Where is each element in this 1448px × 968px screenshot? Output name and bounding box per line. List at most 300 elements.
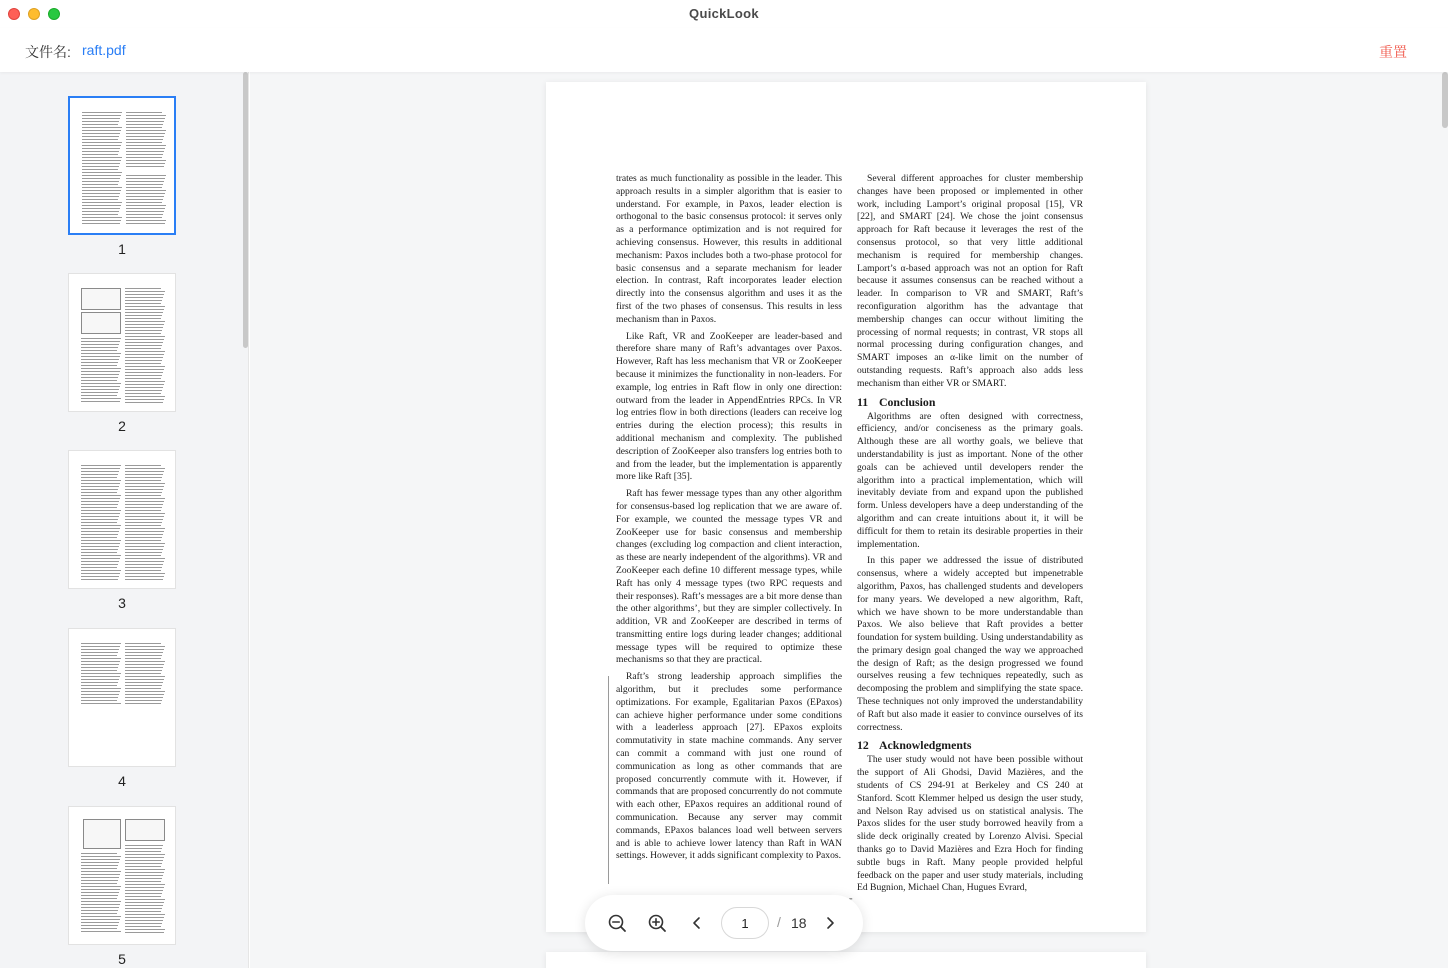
thumbnail-text-line [81, 685, 117, 686]
pdf-viewer[interactable] [250, 72, 1448, 968]
thumbnail-text-line [125, 477, 162, 478]
thumbnail-text-line [81, 374, 119, 375]
thumbnail-text-line [125, 327, 163, 328]
pdf-page [546, 82, 1146, 932]
thumbnail-text-line [125, 528, 165, 529]
thumbnail-text-line [125, 655, 162, 656]
thumbnail-text-line [126, 130, 166, 131]
thumbnail-text-line [82, 211, 119, 212]
thumbnail-text-line [81, 474, 118, 475]
thumbnail-text-line [125, 300, 162, 301]
page-separator: / [777, 914, 781, 930]
thumbnail-text-line [125, 369, 164, 370]
thumbnail-text-line [125, 697, 163, 698]
thumbnail-text-line [125, 932, 164, 933]
thumbnail-text-line [126, 184, 163, 185]
thumbnail-text-line [125, 315, 162, 316]
thumbnail-text-line [126, 187, 162, 188]
thumbnail-text-line [81, 862, 119, 863]
thumbnail-text-line [125, 682, 163, 683]
thumbnail-page-3[interactable] [68, 450, 176, 611]
thumbnail-text-line [126, 190, 166, 191]
thumbnail-text-line [125, 402, 163, 403]
sidebar-scrollbar[interactable] [243, 72, 248, 348]
thumbnail-text-line [125, 555, 161, 556]
thumbnail-text-line [125, 504, 163, 505]
thumbnail-text-line [125, 676, 165, 677]
thumbnail-text-line [125, 869, 165, 870]
thumbnail-text-line [125, 483, 165, 484]
thumbnail-text-line [81, 395, 117, 396]
thumbnail-text-line [81, 519, 118, 520]
section-number: 12 [857, 738, 869, 753]
thumbnail-text-line [125, 393, 161, 394]
thumbnail-text-line [81, 501, 119, 502]
thumbnail-text-line [126, 217, 162, 218]
thumbnail-text-line [125, 929, 165, 930]
thumbnail-image[interactable] [68, 806, 176, 945]
thumbnail-text-line [125, 336, 165, 337]
thumbnail-text-line [82, 184, 118, 185]
zoom-in-button[interactable] [645, 911, 669, 935]
thumbnail-text-line [125, 667, 163, 668]
thumbnail-text-line [126, 148, 165, 149]
thumbnail-text-line [82, 208, 120, 209]
thumbnail-text-line [82, 169, 118, 170]
file-name-label: 文件名: [25, 44, 71, 60]
thumbnail-text-line [126, 127, 162, 128]
thumbnail-text-line [125, 492, 162, 493]
thumbnail-text-line [126, 139, 163, 140]
thumbnail-text-line [81, 856, 121, 857]
section-title: Conclusion [879, 394, 936, 409]
thumbnail-text-line [81, 889, 120, 890]
thumbnail-text-line [81, 649, 119, 650]
thumbnail-text-line [125, 366, 165, 367]
thumbnail-text-line [125, 854, 165, 855]
thumbnail-text-line [125, 546, 164, 547]
thumbnail-text-line [125, 534, 163, 535]
thumbnail-text-line [125, 700, 162, 701]
thumbnail-text-line [81, 928, 117, 929]
thumbnail-text-line [126, 154, 163, 155]
zoom-out-button[interactable] [605, 911, 629, 935]
next-page-button[interactable] [818, 911, 842, 935]
thumbnail-image[interactable] [68, 273, 176, 412]
thumbnail-page-1[interactable] [68, 96, 176, 257]
thumbnail-text-line [81, 510, 121, 511]
thumbnail-text-line [125, 688, 161, 689]
thumbnail-text-line [81, 664, 119, 665]
thumbnail-text-line [125, 516, 164, 517]
thumbnail-text-line [82, 115, 121, 116]
thumbnail-text-line [125, 884, 165, 885]
thumbnail-text-line [81, 398, 121, 399]
thumbnail-text-line [81, 371, 120, 372]
thumbnail-text-line [125, 911, 161, 912]
thumbnail-text-line [125, 510, 161, 511]
thumbnail-text-line [125, 321, 165, 322]
thumbnail-text-line [126, 211, 164, 212]
title-bar [0, 0, 1448, 28]
thumbnail-text-line [81, 353, 121, 354]
thumbnail-text-line [81, 688, 121, 689]
thumbnail-text-line [82, 142, 122, 143]
thumbnail-text-line [81, 356, 120, 357]
thumbnail-text-line [125, 351, 165, 352]
thumbnail-text-line [125, 866, 161, 867]
thumbnail-text-line [81, 564, 118, 565]
thumbnail-text-line [82, 124, 118, 125]
thumbnail-text-line [81, 344, 119, 345]
thumbnail-text-line [81, 904, 120, 905]
thumbnail-text-line [125, 549, 163, 550]
thumbnail-text-line [81, 682, 118, 683]
thumbnail-text-line [125, 513, 165, 514]
thumbnail-text-line [81, 874, 120, 875]
thumbnail-text-line [82, 139, 118, 140]
thumbnail-text-line [125, 643, 161, 644]
thumbnail-text-line [82, 193, 120, 194]
thumbnail-text-line [82, 181, 119, 182]
thumbnail-text-line [82, 121, 119, 122]
thumbnail-text-line [125, 908, 162, 909]
thumbnail-image[interactable] [68, 628, 176, 767]
thumbnail-text-line [81, 694, 119, 695]
page-number-input[interactable] [721, 907, 769, 939]
thumbnail-text-line [125, 673, 161, 674]
page-toolbar [585, 895, 863, 951]
thumbnail-text-line [125, 917, 164, 918]
thumbnail-text-line [81, 507, 117, 508]
thumbnail-text-line [81, 558, 120, 559]
thumbnail-text-line [125, 703, 161, 704]
thumbnail-text-line [81, 871, 121, 872]
thumbnail-number: 3 [118, 595, 126, 611]
thumbnail-text-line [81, 931, 121, 932]
thumbnail-text-line [82, 148, 120, 149]
thumbnail-text-line [81, 468, 120, 469]
reset-button[interactable]: 重置 [1379, 44, 1407, 60]
thumbnail-text-line [125, 348, 161, 349]
thumbnail-text-line [125, 480, 161, 481]
thumbnail-text-line [81, 359, 119, 360]
change-bar [608, 676, 609, 884]
thumbnail-text-line [125, 567, 162, 568]
thumbnail-text-line [81, 347, 118, 348]
thumbnail-text-line [125, 495, 161, 496]
thumbnail-text-line [82, 136, 119, 137]
thumbnail-text-line [81, 697, 118, 698]
thumbnail-text-line [81, 401, 120, 402]
thumbnail-text-line [81, 567, 117, 568]
thumbnail-text-line [82, 112, 122, 113]
thumbnail-text-line [126, 202, 162, 203]
thumbnail-text-line [126, 199, 163, 200]
thumbnail-text-line [125, 573, 165, 574]
thumbnail-text-line [81, 543, 120, 544]
thumbnail-text-line [125, 381, 165, 382]
thumbnail-text-line [81, 919, 120, 920]
thumbnail-text-line [81, 489, 118, 490]
thumbnail-text-line [125, 905, 163, 906]
thumbnail-text-line [125, 396, 165, 397]
thumbnail-text-line [125, 652, 163, 653]
thumbnail-text-line [125, 333, 161, 334]
thumbnail-text-line [82, 196, 119, 197]
viewer-scrollbar[interactable] [1442, 72, 1448, 128]
thumbnail-text-line [125, 522, 162, 523]
thumbnail-text-line [81, 661, 120, 662]
thumbnail-text-line [81, 341, 120, 342]
thumbnail-text-line [125, 384, 164, 385]
thumbnail-text-line [125, 540, 161, 541]
thumbnail-text-line [125, 649, 164, 650]
thumbnail-text-line [125, 525, 161, 526]
thumbnail-text-line [125, 890, 163, 891]
thumbnail-text-line [126, 145, 166, 146]
thumbnail-number: 2 [118, 418, 126, 434]
thumbnail-text-line [81, 859, 120, 860]
thumbnail-text-line [125, 507, 162, 508]
thumbnail-image[interactable] [68, 96, 176, 235]
thumbnail-text-line [81, 549, 118, 550]
thumbnail-text-line [82, 118, 120, 119]
paragraph: Like Raft, VR and ZooKeeper are leader-based and therefore share many of Raft’s advantages over Paxos. However, Raft has less mechanism that VR or ZooKeeper because it minimizes the functionality in non-leaders. For example, log entries in Raft flow in only one direction: outward from the leader in AppendEntries RPCs. In VR log entries flow in both directions (leaders can receive log entries during the election process); this results in additional mechanism and complexity. The published description of ZooKeeper also transfers log entries both to and from the leader, but the implementation is apparently more like Raft [35]. [616, 330, 842, 483]
thumbnail-text-line [81, 389, 119, 390]
thumbnail-text-line [82, 154, 118, 155]
thumbnail-text-line [126, 160, 166, 161]
thumbnail-text-line [125, 658, 161, 659]
thumbnail-text-line [81, 676, 120, 677]
thumbnail-text-line [125, 878, 162, 879]
thumbnail-text-line [125, 920, 163, 921]
thumbnail-text-line [125, 378, 161, 379]
thumbnail-text-line [82, 220, 121, 221]
file-bar [0, 28, 1448, 72]
thumbnail-text-line [126, 178, 165, 179]
thumbnail-text-line [125, 297, 163, 298]
thumbnail-text-line [81, 901, 121, 902]
paragraph: Raft has fewer message types than any other algorithm for consensus-based log replication that we are aware of. For example, we counted the message types VR and ZooKeeper use for basic consensus and membership changes (excluding log compaction and client interaction, as these are nearly independent of the algorithms). VR and ZooKeeper each define 10 different message types, while Raft has only 4 message types (two RPC requests and their responses). Raft’s messages are a bit more dense than the other algorithms’, but they are simpler collectively. In addition, VR and ZooKeeper are described in terms of transmitting entire logs during leader changes; additional message types will be required to optimize these mechanisms so that they are practical. [616, 488, 842, 666]
thumbnail-text-line [81, 471, 119, 472]
thumbnail-text-line [81, 555, 121, 556]
thumbnail-text-line [81, 907, 119, 908]
chevron-right-icon [823, 916, 837, 930]
thumbnail-page-4[interactable] [68, 628, 176, 789]
thumbnail-text-line [125, 474, 163, 475]
thumbnail-text-line [82, 202, 122, 203]
thumbnail-text-line [125, 543, 165, 544]
thumbnail-text-line [81, 880, 118, 881]
thumbnail-text-line [126, 196, 164, 197]
thumbnail-text-line [125, 893, 162, 894]
section-heading-conclusion [857, 395, 1083, 410]
thumbnail-text-line [81, 525, 121, 526]
thumbnail-text-line [125, 519, 163, 520]
previous-page-button[interactable] [685, 911, 709, 935]
thumbnail-text-line [82, 157, 122, 158]
thumbnail-text-line [81, 895, 118, 896]
section-title: Acknowledgments [879, 738, 972, 753]
thumbnail-text-line [125, 670, 162, 671]
thumbnail-text-line [82, 178, 120, 179]
thumbnail-text-line [125, 899, 165, 900]
thumbnail-text-line [82, 214, 118, 215]
thumbnail-text-line [82, 223, 120, 224]
thumbnail-text-line [81, 643, 121, 644]
thumbnail-text-line [81, 486, 119, 487]
thumbnail-text-line [81, 886, 121, 887]
zoom-in-icon [647, 913, 667, 933]
chevron-left-icon [690, 916, 704, 930]
thumbnail-text-line [81, 916, 121, 917]
thumbnail-page-2[interactable] [68, 273, 176, 434]
thumbnail-text-line [125, 537, 162, 538]
thumbnail-text-line [82, 163, 120, 164]
thumbnail-text-line [81, 570, 121, 571]
paragraph: The user study would not have been possible without the support of Ali Ghodsi, David Mazières, and the students of CS 294-91 at Berkeley and CS 240 at Stanford. Scott Klemmer helped us design the user study, and Nelson Ray advised us on statistical analysis. The Paxos slides for the user study borrowed heavily from a slide deck originally created by Lorenzo Alvisi. Special thanks go to David Mazières and Ezra Hoch for finding subtle bugs in Raft. Many people provided helpful feedback on the paper and user study materials, including Ed Bugnion, Michael Chan, Hugues Evrard, [857, 754, 1083, 894]
thumbnail-text-line [125, 902, 164, 903]
thumbnail-text-line [126, 214, 163, 215]
window-title: QuickLook [689, 6, 759, 21]
thumbnail-text-line [81, 652, 118, 653]
file-name-link[interactable]: raft.pdf [82, 42, 126, 58]
pdf-page-next [546, 952, 1146, 968]
thumbnail-text-line [125, 498, 165, 499]
thumbnail-text-line [81, 546, 119, 547]
thumbnail-text-line [82, 145, 121, 146]
thumbnail-text-line [125, 576, 164, 577]
thumbnail-text-line [82, 187, 122, 188]
thumbnail-text-line [81, 913, 117, 914]
thumbnail-text-line [125, 303, 161, 304]
thumbnail-text-line [126, 163, 165, 164]
thumbnail-text-line [81, 576, 119, 577]
thumbnail-text-line [81, 492, 117, 493]
thumbnail-text-line [81, 386, 120, 387]
thumbnail-text-line [126, 157, 162, 158]
thumbnail-text-line [125, 501, 164, 502]
thumbnail-text-line [125, 354, 164, 355]
thumbnail-text-line [81, 477, 117, 478]
thumbnail-text-line [82, 160, 121, 161]
thumbnail-text-line [81, 537, 117, 538]
thumbnail-text-line [81, 552, 117, 553]
thumbnail-text-line [126, 124, 163, 125]
thumbnail-text-line [81, 380, 117, 381]
thumbnail-text-line [81, 670, 117, 671]
thumbnail-text-line [125, 661, 165, 662]
thumbnail-text-line [81, 465, 121, 466]
thumbnail-text-line [81, 579, 118, 580]
thumbnail-text-line [125, 875, 163, 876]
thumbnail-image[interactable] [68, 450, 176, 589]
thumbnail-text-line [81, 350, 117, 351]
thumbnail-number: 5 [118, 951, 126, 967]
thumbnail-text-line [125, 863, 162, 864]
thumbnail-text-line [81, 691, 120, 692]
thumbnail-text-line [125, 468, 165, 469]
thumbnail-text-line [81, 362, 118, 363]
thumbnail-text-line [125, 294, 164, 295]
thumbnail-text-line [81, 703, 121, 704]
thumbnail-text-line [126, 142, 162, 143]
thumbnail-number: 1 [118, 241, 126, 257]
thumbnail-text-line [125, 330, 162, 331]
thumbnail-text-line [125, 390, 162, 391]
thumbnail-text-line [125, 896, 161, 897]
zoom-out-icon [607, 913, 627, 933]
thumbnail-text-line [81, 865, 118, 866]
thumbnail-page-5[interactable] [68, 806, 176, 967]
paragraph: Raft’s strong leadership approach simplifies the algorithm, but it precludes some performance optimizations. For example, Egalitarian Paxos (EPaxos) can achieve higher performance under some conditions with a leaderless approach [27]. EPaxos exploits commutativity in state machine commands. Any server can commit a command with just one round of communication as long as other commands that are proposed concurrently commute with it. However, if commands that are proposed concurrently do not commute with each other, EPaxos requires an additional round of communication. Because any server may commit commands, EPaxos balances load well between servers and is able to achieve lower latency than Raft in WAN settings. However, it adds significant complexity to Paxos. [616, 671, 842, 862]
thumbnail-text-line [125, 646, 165, 647]
thumbnail-text-line [81, 531, 119, 532]
thumbnail-text-line [82, 166, 119, 167]
thumbnail-text-line [125, 486, 164, 487]
thumbnail-text-line [125, 881, 161, 882]
thumbnail-text-line [125, 471, 164, 472]
thumbnail-text-line [81, 513, 120, 514]
thumbnail-text-line [125, 399, 164, 400]
thumbnail-text-line [125, 679, 164, 680]
thumbnail-text-line [82, 217, 122, 218]
thumbnail-text-line [81, 700, 117, 701]
thumbnail-text-line [125, 564, 163, 565]
thumbnail-text-line [81, 561, 119, 562]
thumbnail-figure [125, 819, 165, 841]
thumbnail-text-line [125, 363, 161, 364]
thumbnail-text-line [81, 658, 121, 659]
thumbnail-sidebar[interactable] [0, 72, 249, 968]
thumbnail-text-line [125, 387, 163, 388]
thumbnail-text-line [81, 522, 117, 523]
thumbnail-figure [81, 312, 121, 334]
thumbnail-text-line [125, 465, 161, 466]
thumbnail-text-line [81, 922, 119, 923]
thumbnail-text-line [125, 324, 164, 325]
thumbnail-text-line [81, 534, 118, 535]
thumbnail-text-line [82, 205, 121, 206]
thumbnail-text-line [81, 392, 118, 393]
thumbnail-text-line [125, 664, 164, 665]
thumbnail-text-line [81, 383, 121, 384]
thumbnail-text-line [126, 223, 165, 224]
thumbnail-text-line [125, 851, 161, 852]
thumbnail-text-line [81, 540, 121, 541]
thumbnail-text-line [125, 579, 163, 580]
thumbnail-text-line [125, 872, 164, 873]
thumbnail-text-line [81, 883, 117, 884]
thumbnail-text-line [81, 516, 119, 517]
thumbnail-text-line [125, 372, 163, 373]
thumbnail-text-line [126, 136, 164, 137]
thumbnail-text-line [125, 342, 163, 343]
thumbnail-text-line [81, 377, 118, 378]
thumbnail-text-line [125, 318, 161, 319]
thumbnail-text-line [126, 121, 164, 122]
thumbnail-number: 4 [118, 773, 126, 789]
thumbnail-text-line [81, 853, 117, 854]
thumbnail-text-line [125, 691, 165, 692]
thumbnail-text-line [126, 151, 164, 152]
paragraph: trates as much functionality as possible in the leader. This approach results in a simpler algorithm that is easier to understand. For example, in Paxos, leader election is orthogonal to the basic consensus protocol: it serves only as a performance optimization and is not required for achieving consensus. However, this results in additional mechanism: Paxos includes both a two-phase protocol for basic consensus and a separate mechanism for leader election. In contrast, Raft incorporates leader election directly into the consensus algorithm and uses it as the first of the two phases of consensus. This results in less mechanism than in Paxos. [616, 173, 842, 325]
thumbnail-figure [81, 288, 121, 310]
thumbnail-text-line [125, 694, 164, 695]
right-column [857, 173, 1083, 899]
thumbnail-text-line [82, 130, 121, 131]
